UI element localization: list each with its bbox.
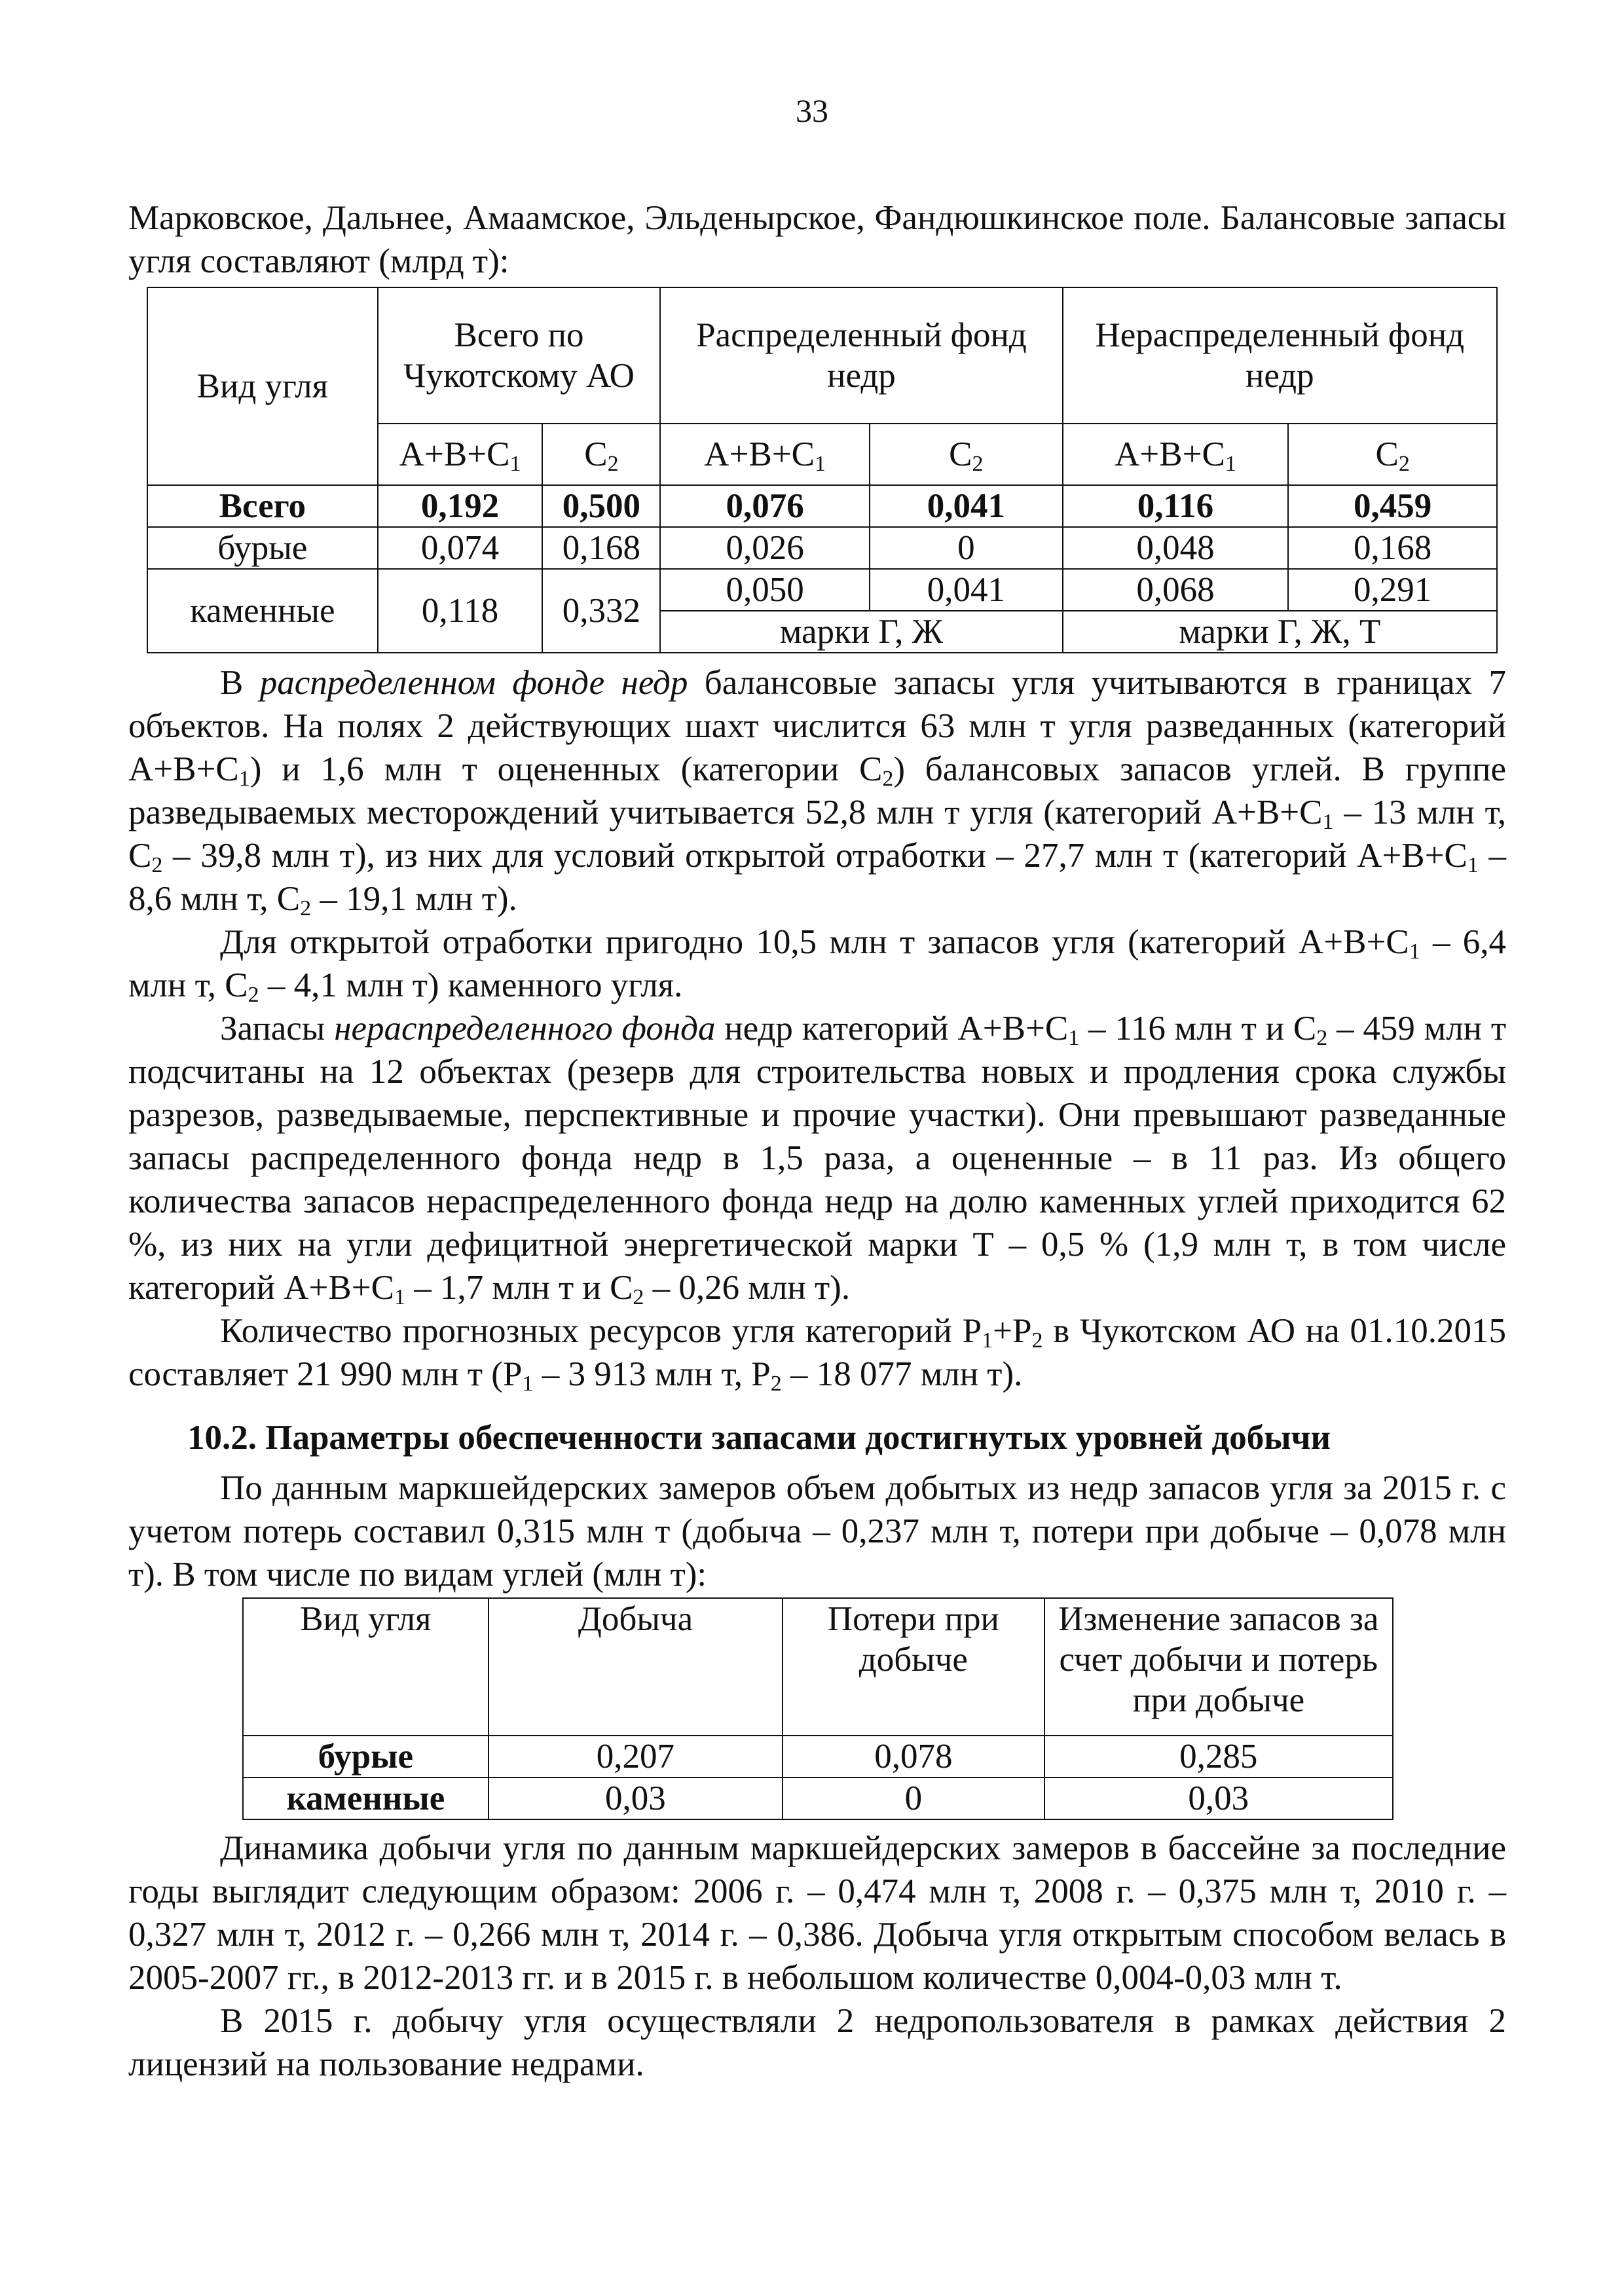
cell-value: 0,076 <box>660 485 870 527</box>
section-heading: 10.2. Параметры обеспеченности запасами достигнутых уровней добычи <box>187 1419 1331 1457</box>
col-header-change: Изменение запасов за счет добычи и потерь при добыче <box>1044 1598 1393 1736</box>
reserves-table <box>147 287 1498 653</box>
col-header-distributed: Распределенный фонд недр <box>660 287 1062 424</box>
mining-table <box>242 1597 1393 1820</box>
page-number: 33 <box>796 92 828 129</box>
subheader-abc1: $А+В+С_1$ <box>660 424 870 485</box>
paragraph-open-pit: Для открытой отработки пригодно 10,5 млн т запасов угля (категорий $А+В+С_1 - 6,4$ млн т, $С_2 - 4,1$ млн т) каменного угля. <box>128 923 1507 1007</box>
grade-undistributed: марки Г, Ж, Т <box>1063 611 1497 653</box>
cell-value: 0,074 <box>378 527 543 569</box>
col-header-mining: Добыча <box>489 1598 783 1736</box>
intro-text: Марковское, Дальнее, Амаамское, Эльденырское, Фандюшкинское поле. Балансовые запасы угля составляют (млрд т): <box>128 199 1506 280</box>
cell-value: 0,500 <box>542 485 660 527</box>
cell-value: 0,048 <box>1063 527 1289 569</box>
cell-value: 0,068 <box>1063 569 1289 611</box>
cell-mining: 0,03 <box>489 1777 783 1819</box>
cell-value: 0,459 <box>1288 485 1497 527</box>
cell-value: 0,050 <box>660 569 870 611</box>
intro-paragraph <box>128 196 1506 283</box>
subheader-abc1: $А+В+С_1$ <box>378 424 543 485</box>
cell-value: 0 <box>870 527 1063 569</box>
cell-losses: 0 <box>783 1777 1044 1819</box>
paragraph-dynamics: Динамика добычи угля по данным маркшейдерских замеров в бассейне за последние годы выглядит следующим образом: 2006 г. – 0,474 млн т, 2008 г. – 0,375 млн т, 2010 г. – 0,327 млн т, 2012 г. – 0,266 млн т, 2014 г. – 0,386. Добыча угля открытым способом велась в 2005-2007 гг., в 2012-2013 гг. и в 2015 г. в небольшом количестве 0,004-0,03 млн т. <box>128 1829 1506 1997</box>
table-row <box>147 485 1497 527</box>
row-label-brown: бурые <box>147 527 378 569</box>
cell-value: 0,168 <box>1288 527 1497 569</box>
subheader-abc1: $А+В+С_1$ <box>1063 424 1289 485</box>
cell-value: 0,168 <box>542 527 660 569</box>
subheader-c2: $С_2$ <box>542 424 660 485</box>
closing-text <box>128 1827 1506 2086</box>
row-label-stone: каменные <box>147 569 378 653</box>
table-row <box>243 1736 1393 1777</box>
subheader-c2: $С_2$ <box>870 424 1063 485</box>
cell-change: 0,285 <box>1044 1736 1393 1777</box>
table-row <box>147 569 1497 611</box>
col-header-total: Всего по Чукотскому АО <box>378 287 661 424</box>
cell-value: 0,332 <box>542 569 660 653</box>
cell-value: 0,116 <box>1063 485 1289 527</box>
subheader-c2: $С_2$ <box>1288 424 1497 485</box>
cell-change: 0,03 <box>1044 1777 1393 1819</box>
cell-mining: 0,207 <box>489 1736 783 1777</box>
col-header-undistributed: Нераспределенный фонд недр <box>1063 287 1497 424</box>
table-row <box>243 1777 1393 1819</box>
body-text <box>128 661 1506 1396</box>
col-header-losses: Потери при добыче <box>783 1598 1044 1736</box>
col-header-type: Вид угля <box>147 287 378 485</box>
paragraph-licenses: В 2015 г. добычу угля осуществляли 2 недропользователя в рамках действия 2 лицензий на пользование недрами. <box>128 2002 1506 2083</box>
cell-value: 0,041 <box>870 569 1063 611</box>
mining-intro <box>128 1467 1506 1596</box>
cell-value: 0,291 <box>1288 569 1497 611</box>
row-label-total: Всего <box>147 485 378 527</box>
row-label-stone: каменные <box>243 1777 489 1819</box>
paragraph-undistributed-fund: Запасы нераспределенного фонда недр категорий $А+В+С_1 - 116$ млн т и $С_2 - 459$ млн т подсчитаны на 12 объектах (резерв для строительства новых и продления срока службы разрезов, разведываемые, перспективные и прочие участки). Они превышают разведанные запасы распределенного фонда недр в 1,5 раза, а оцененные – в 11 раз. Из общего количества запасов нераспределенного фонда недр на долю каменных углей приходится 62 %, из них на угли дефицитной энергетической марки Т – 0,5 % (1,9 млн т, в том числе категорий $А+В+С_1 - 1,7$ млн т и $С_2 - 0,26$ млн т). <box>128 1010 1506 1309</box>
paragraph-distributed-fund: В распределенном фонде недр балансовые запасы угля учитываются в границах 7 объектов. На полях 2 действующих шахт числится 63 млн т угля разведанных (категорий $А+В+С_1$) и 1,6 млн т оцененных (категории $С_2$) балансовых запасов углей. В группе разведываемых месторождений учитывается 52,8 млн т угля (категорий $А+В+С_1 - 13$ млн т, $С_2 - 39,8$ млн т), из них для условий открытой отработки – 27,7 млн т (категорий $А+В+С_1 - 8,6$ млн т, $С_2 - 19,1$ млн т). <box>128 664 1507 920</box>
grade-distributed: марки Г, Ж <box>660 611 1062 653</box>
cell-value: 0,041 <box>870 485 1063 527</box>
cell-value: 0,118 <box>378 569 543 653</box>
cell-value: 0,192 <box>378 485 543 527</box>
table-row <box>147 527 1497 569</box>
cell-losses: 0,078 <box>783 1736 1044 1777</box>
cell-value: 0,026 <box>660 527 870 569</box>
paragraph-mining-volume: По данным маркшейдерских замеров объем добытых из недр запасов угля за 2015 г. с учетом потерь составил 0,315 млн т (добыча – 0,237 млн т, потери при добыче – 0,078 млн т). В том числе по видам углей (млн т): <box>128 1469 1506 1594</box>
paragraph-forecast-resources: Количество прогнозных ресурсов угля категорий $Р_1+Р_2$ в Чукотском АО на 01.10.2015 составляет 21 990 млн т ($Р_1 - 3$ 913 млн т, $Р_2 - 18$ 077 млн т). <box>128 1312 1507 1396</box>
row-label-brown: бурые <box>243 1736 489 1777</box>
col-header-type: Вид угля <box>243 1598 489 1736</box>
